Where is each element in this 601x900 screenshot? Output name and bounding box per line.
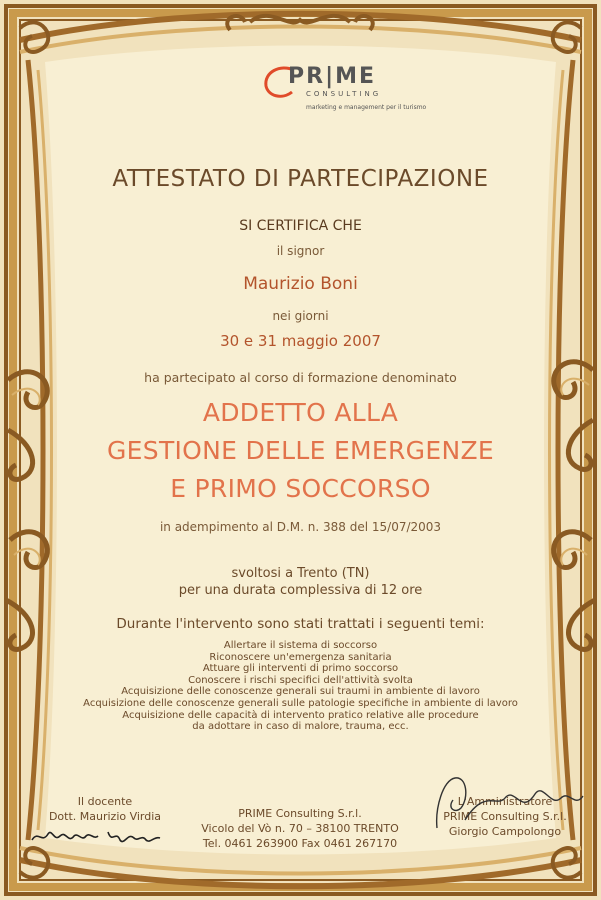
duration-line: per una durata complessiva di 12 ore [178, 583, 423, 598]
course-intro: ha partecipato al corso di formazione denominato [144, 370, 457, 385]
company-name: PRIME Consulting S.r.l. [238, 807, 362, 820]
topic-item: Acquisizione delle conoscenze generali sulle patologie specifiche in ambiente di lavoro [83, 697, 518, 709]
teacher-label: Il docente [77, 795, 133, 808]
topic-item: Acquisizione delle conoscenze generali sui traumi in ambiente di lavoro [121, 686, 480, 698]
topic-item: Attuare gli interventi di primo soccorso [202, 663, 399, 675]
topic-item: Allertare il sistema di soccorso [223, 640, 378, 651]
admin-signature [425, 768, 590, 838]
admin-label: L'Amministratore [457, 795, 553, 808]
regulation-line: in adempimento al D.M. n. 388 del 15/07/2003 [159, 520, 442, 534]
participant-name: Maurizio Boni [243, 274, 358, 294]
course-title-line-2: GESTIONE DELLE EMERGENZE [107, 436, 494, 465]
topic-item: Conoscere i rischi specifici dell'attività svolta [188, 674, 413, 686]
teacher-signature [28, 822, 178, 852]
course-dates: 30 e 31 maggio 2007 [220, 332, 381, 350]
topic-item: Riconoscere un'emergenza sanitaria [209, 651, 392, 663]
topic-item: da adottare in caso di malore, trauma, ecc. [192, 721, 409, 733]
admin-name: Giorgio Campolongo [448, 825, 562, 838]
course-title-line-1: ADDETTO ALLA [202, 398, 399, 427]
topic-item: Acquisizione delle capacità di intervento pratico relative alle procedure [122, 709, 479, 721]
location-line: svoltosi a Trento (TN) [231, 566, 370, 581]
company-address: Vicolo del Vò n. 70 – 38100 TRENTO [201, 822, 399, 835]
teacher-block [30, 794, 180, 824]
salutation: il signor [276, 244, 325, 258]
teacher-name: Dott. Maurizio Virdia [48, 810, 162, 823]
logo-brand: PR|ME [288, 64, 377, 89]
course-title-line-3: E PRIMO SOCCORSO [170, 474, 431, 503]
logo-sub: CONSULTING [306, 90, 382, 98]
topics-list [0, 640, 601, 733]
topics-intro: Durante l'intervento sono stati trattati i seguenti temi: [116, 616, 485, 632]
logo-tagline: marketing e management per il turismo [306, 104, 427, 111]
days-label: nei giorni [272, 309, 329, 323]
company-phone: Tel. 0461 263900 Fax 0461 267170 [202, 837, 398, 850]
company-logo [260, 62, 430, 122]
certificate-title: ATTESTATO DI PARTECIPAZIONE [112, 166, 489, 192]
company-block [200, 806, 400, 851]
admin-company: PRIME Consulting S.r.l. [443, 810, 567, 823]
certifies-line: SI CERTIFICA CHE [239, 218, 362, 234]
